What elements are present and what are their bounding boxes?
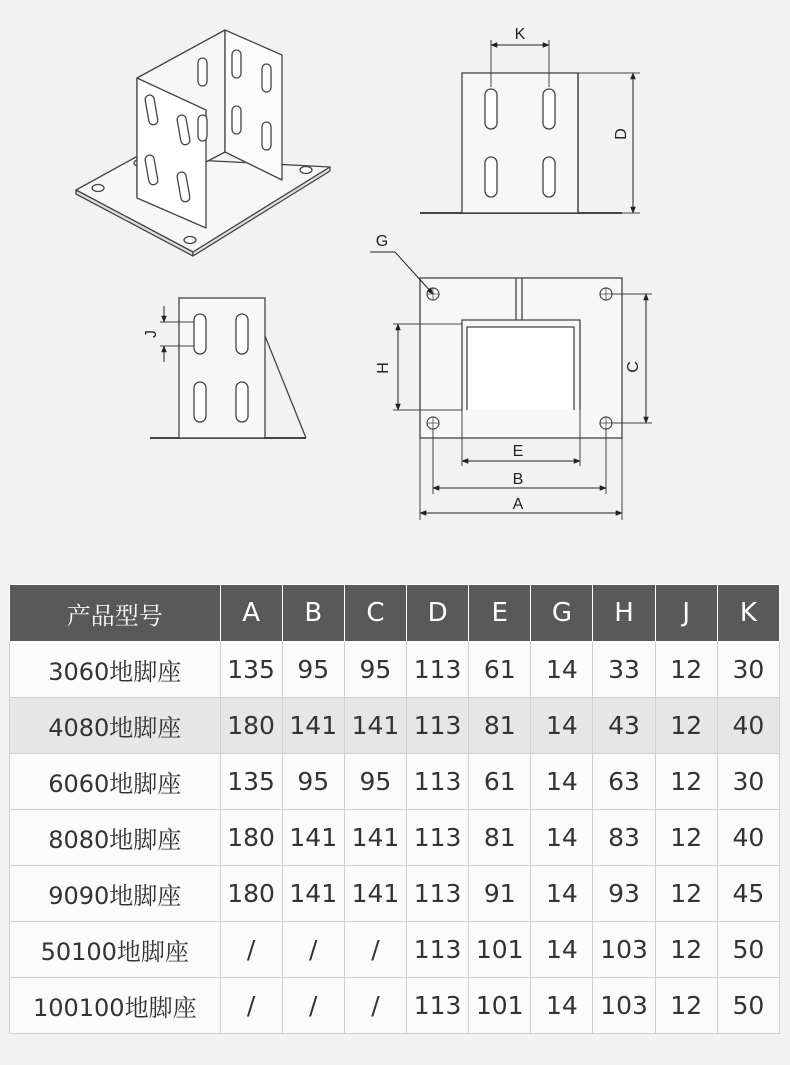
header-b: B <box>282 585 344 642</box>
cell-c: 95 <box>344 642 406 698</box>
cell-model: 8080地脚座 <box>10 810 221 866</box>
cell-c: / <box>344 922 406 978</box>
cell-model: 6060地脚座 <box>10 754 221 810</box>
cell-model: 100100地脚座 <box>10 978 221 1034</box>
header-model: 产品型号 <box>10 585 221 642</box>
dim-label-g: G <box>375 233 389 250</box>
table-row <box>10 810 780 866</box>
header-h: H <box>593 585 655 642</box>
cell-h: 43 <box>593 698 655 754</box>
cell-g: 14 <box>531 810 593 866</box>
cell-e: 81 <box>469 810 531 866</box>
cell-k: 50 <box>717 922 779 978</box>
cell-model: 4080地脚座 <box>10 698 221 754</box>
cell-e: 61 <box>469 642 531 698</box>
dim-label-b: B <box>512 471 524 488</box>
cell-h: 103 <box>593 978 655 1034</box>
cell-b: 141 <box>282 698 344 754</box>
cell-b: / <box>282 978 344 1034</box>
cell-j: 12 <box>655 978 717 1034</box>
cell-e: 61 <box>469 754 531 810</box>
cell-a: 180 <box>220 866 282 922</box>
cell-k: 40 <box>717 698 779 754</box>
cell-b: 141 <box>282 810 344 866</box>
cell-h: 33 <box>593 642 655 698</box>
cell-b: / <box>282 922 344 978</box>
dim-label-a: A <box>512 496 524 513</box>
cell-d: 113 <box>407 922 469 978</box>
side-view <box>143 298 306 438</box>
cell-g: 14 <box>531 698 593 754</box>
cell-e: 81 <box>469 698 531 754</box>
header-a: A <box>220 585 282 642</box>
table-row <box>10 754 780 810</box>
cell-g: 14 <box>531 978 593 1034</box>
header-c: C <box>344 585 406 642</box>
cell-g: 14 <box>531 866 593 922</box>
table-row <box>10 698 780 754</box>
cell-c: 95 <box>344 754 406 810</box>
dim-label-e: E <box>512 443 524 460</box>
table-row <box>10 642 780 698</box>
table-row <box>10 922 780 978</box>
cell-c: / <box>344 978 406 1034</box>
cell-a: / <box>220 978 282 1034</box>
cell-e: 101 <box>469 978 531 1034</box>
cell-b: 95 <box>282 754 344 810</box>
isometric-view <box>76 30 330 256</box>
header-d: D <box>407 585 469 642</box>
cell-model: 9090地脚座 <box>10 866 221 922</box>
dim-label-d: D <box>613 128 630 140</box>
dim-label-j: J <box>143 330 160 338</box>
dim-label-c: C <box>625 361 642 373</box>
cell-h: 103 <box>593 922 655 978</box>
cell-a: 180 <box>220 810 282 866</box>
cell-j: 12 <box>655 866 717 922</box>
cell-k: 40 <box>717 810 779 866</box>
cell-a: / <box>220 922 282 978</box>
cell-h: 83 <box>593 810 655 866</box>
cell-d: 113 <box>407 810 469 866</box>
cell-k: 30 <box>717 754 779 810</box>
spec-table <box>9 584 780 1034</box>
cell-g: 14 <box>531 642 593 698</box>
dim-label-h: H <box>375 362 392 374</box>
cell-d: 113 <box>407 978 469 1034</box>
cell-d: 113 <box>407 698 469 754</box>
table-row <box>10 978 780 1034</box>
cell-b: 141 <box>282 866 344 922</box>
cell-k: 45 <box>717 866 779 922</box>
cell-j: 12 <box>655 642 717 698</box>
header-e: E <box>469 585 531 642</box>
cell-e: 101 <box>469 922 531 978</box>
cell-a: 135 <box>220 642 282 698</box>
top-view <box>370 233 652 520</box>
cell-model: 3060地脚座 <box>10 642 221 698</box>
header-j: J <box>655 585 717 642</box>
header-k: K <box>717 585 779 642</box>
cell-h: 93 <box>593 866 655 922</box>
cell-a: 135 <box>220 754 282 810</box>
cell-c: 141 <box>344 810 406 866</box>
cell-b: 95 <box>282 642 344 698</box>
cell-a: 180 <box>220 698 282 754</box>
cell-e: 91 <box>469 866 531 922</box>
header-g: G <box>531 585 593 642</box>
table-row <box>10 866 780 922</box>
cell-j: 12 <box>655 810 717 866</box>
cell-d: 113 <box>407 866 469 922</box>
cell-c: 141 <box>344 698 406 754</box>
cell-model: 50100地脚座 <box>10 922 221 978</box>
cell-g: 14 <box>531 922 593 978</box>
cell-g: 14 <box>531 754 593 810</box>
dim-label-k: K <box>514 26 526 43</box>
cell-c: 141 <box>344 866 406 922</box>
cell-k: 30 <box>717 642 779 698</box>
cell-j: 12 <box>655 698 717 754</box>
cell-k: 50 <box>717 978 779 1034</box>
cell-j: 12 <box>655 922 717 978</box>
cell-j: 12 <box>655 754 717 810</box>
cell-d: 113 <box>407 754 469 810</box>
cell-h: 63 <box>593 754 655 810</box>
cell-d: 113 <box>407 642 469 698</box>
front-view <box>420 26 640 213</box>
table-header-row <box>10 585 780 642</box>
